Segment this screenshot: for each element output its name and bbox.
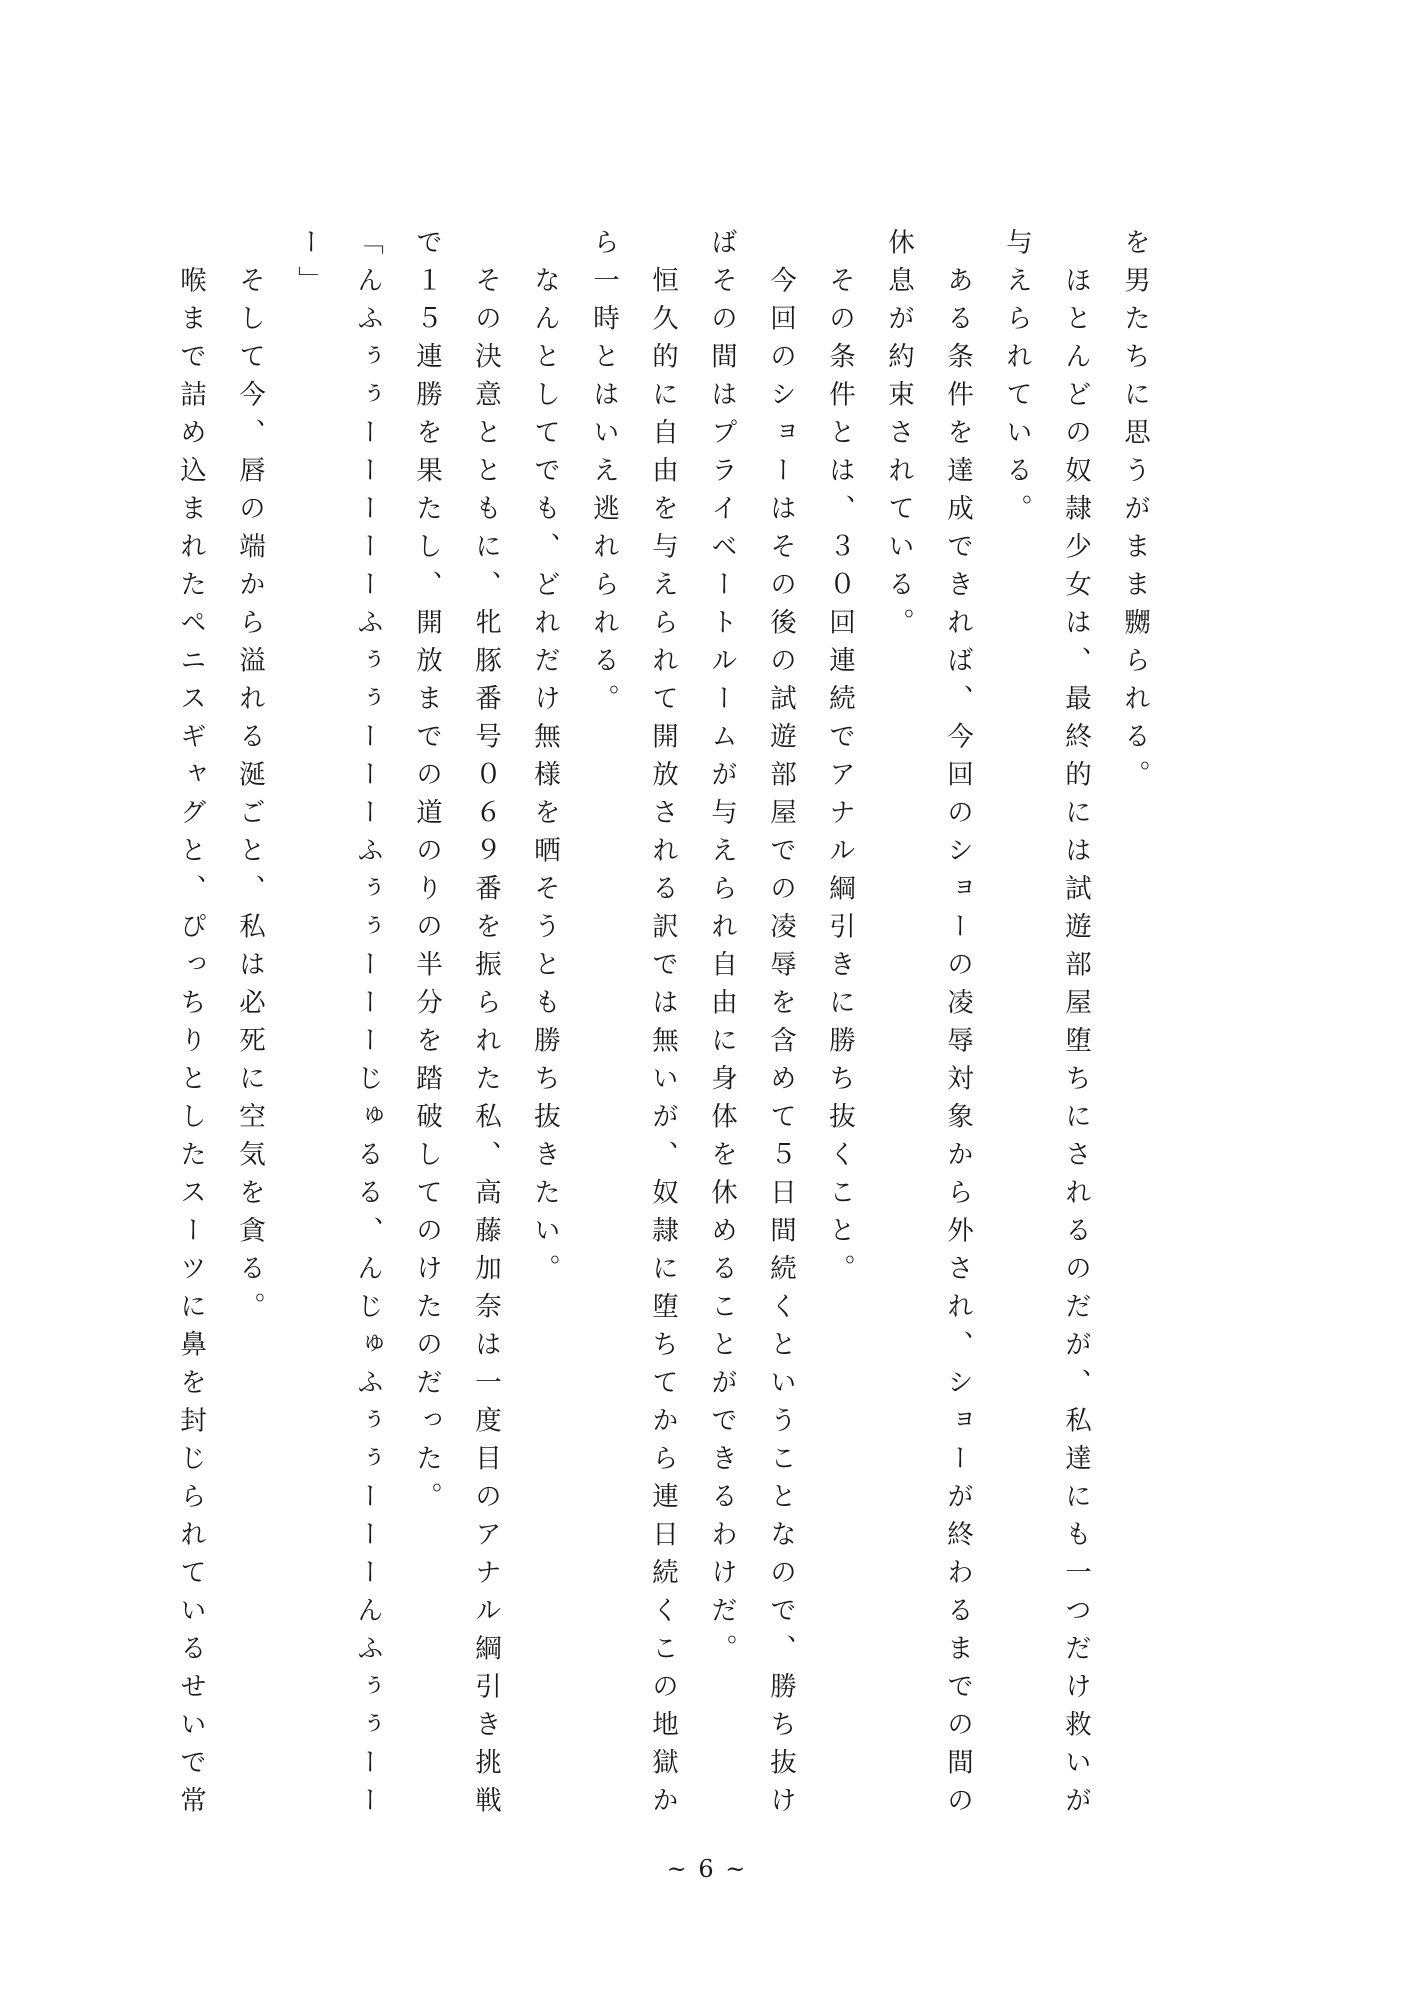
text-line: ばその間はプライベートルームが与えられ自由に身体を休めることができるわけだ。 bbox=[706, 228, 737, 1672]
text-line: なんとしてでも、どれだけ無様を晒そうとも勝ち抜きたい。 bbox=[529, 228, 560, 1292]
text-line: ら一時とはいえ逃れられる。 bbox=[588, 228, 619, 722]
page-number: ~ 6 ~ bbox=[666, 1855, 748, 1883]
text-line: その決意とともに、牝豚番号０６９番を振られた私、高藤加奈は一度目のアナル綱引き挑戦 bbox=[470, 228, 501, 1824]
text-line: で１５連勝を果たし、開放までの道のりの半分を踏破してのけたのだった。 bbox=[411, 228, 442, 1520]
text-line: 与えられている。 bbox=[1001, 228, 1032, 532]
text-line: 喉まで詰め込まれたペニスギャグと、ぴっちりとしたスーツに鼻を封じられているせいで常 bbox=[175, 228, 206, 1824]
text-line: ほとんどの奴隷少女は、最終的には試遊部屋堕ちにされるのだが、私達にも一つだけ救いが bbox=[1060, 228, 1091, 1824]
text-line: 休息が約束されている。 bbox=[883, 228, 914, 646]
text-line: その条件とは、３０回連続でアナル綱引きに勝ち抜くこと。 bbox=[824, 228, 855, 1292]
text-line: 恒久的に自由を与えられて開放される訳では無いが、奴隷に堕ちてから連日続くこの地獄か bbox=[647, 228, 678, 1824]
text-line: ある条件を達成できれば、今回のショーの凌辱対象から外され、ショーが終わるまでの間の bbox=[942, 228, 973, 1824]
text-line: 「んふぅぅーーーーーふぅぅーーーふぅぅーーーじゅるる、んじゅふぅぅーーーんふぅぅーー bbox=[352, 228, 383, 1824]
vertical-text-body bbox=[175, 228, 1164, 1824]
text-line: そして今、唇の端から溢れる涎ごと、私は必死に空気を貪る。 bbox=[234, 228, 265, 1330]
text-line: ー」 bbox=[293, 228, 324, 304]
text-line: を男たちに思うがまま嬲られる。 bbox=[1119, 228, 1150, 798]
text-line: 今回のショーはその後の試遊部屋での凌辱を含めて５日間続くということなので、勝ち抜け bbox=[765, 228, 796, 1824]
